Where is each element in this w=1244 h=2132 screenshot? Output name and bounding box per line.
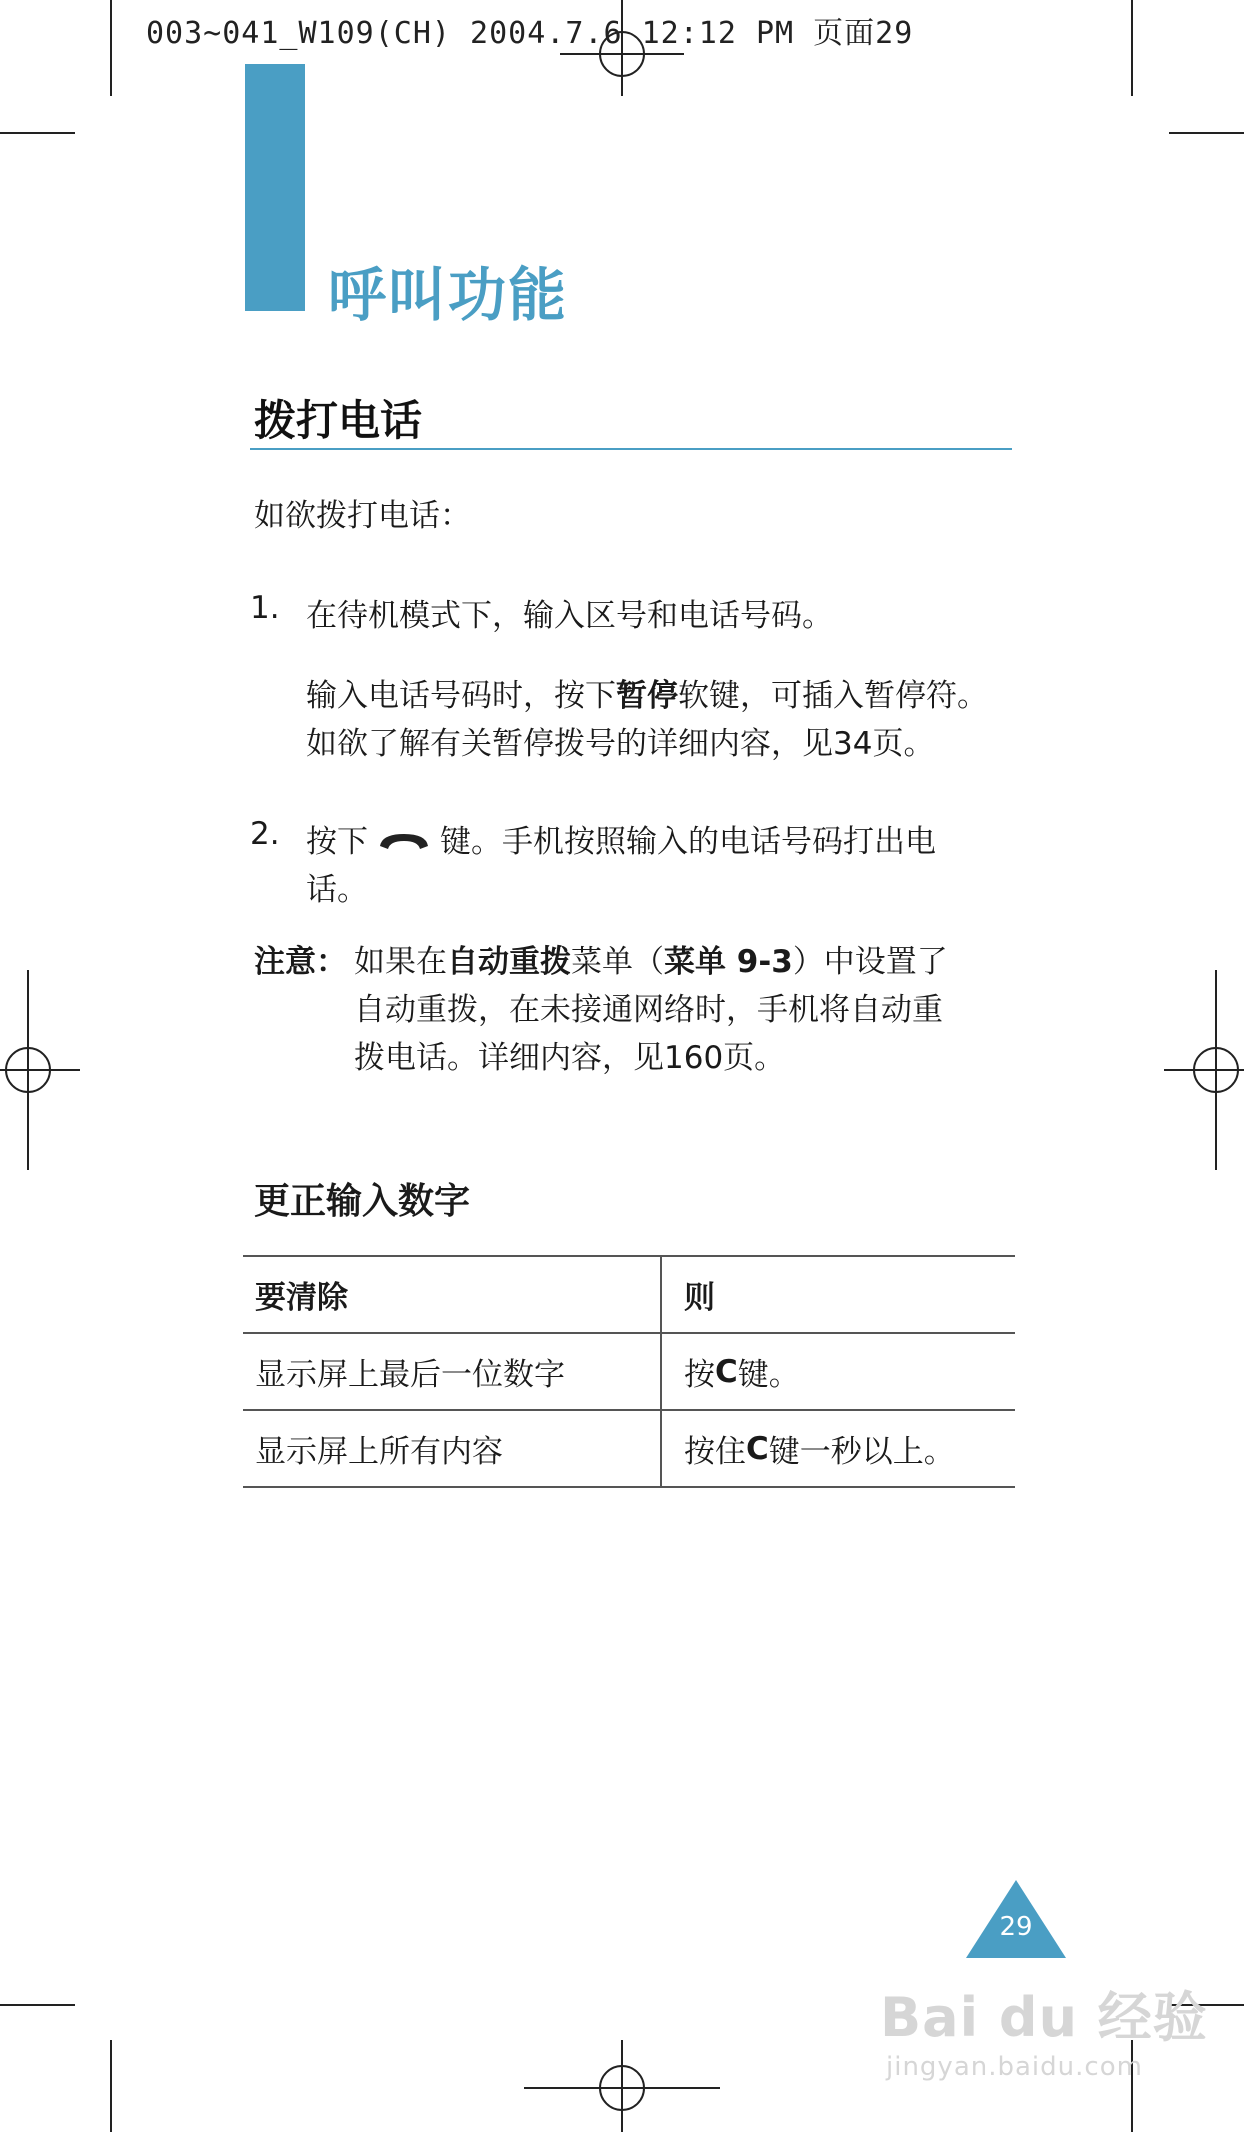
step-1-detail: [306, 670, 988, 715]
note-line-1-post: ）中设置了: [792, 944, 948, 980]
step-2-text-post: 键。手机按照输入的电话号码打出电: [440, 824, 936, 860]
menu-reference: 菜单 9-3: [664, 944, 793, 980]
chapter-accent-bar: [245, 64, 305, 311]
crop-mark-top-right-v: [1131, 0, 1133, 96]
section-title: 拨打电话: [254, 396, 423, 445]
section-divider: [250, 448, 1012, 450]
action-pre: 按住: [684, 1434, 746, 1470]
action-pre: 按: [684, 1357, 715, 1393]
registration-mark-left-icon: [0, 970, 80, 1170]
action-post: 键一秒以上。: [768, 1434, 955, 1470]
table-cell-action: [662, 1334, 800, 1409]
step-2-text-line2: 话。: [306, 872, 368, 908]
crop-mark-bottom-left-h: [0, 2004, 75, 2006]
step-1-text: 在待机模式下，输入区号和电话号码。: [306, 598, 833, 634]
crop-mark-top-left-h: [0, 132, 75, 134]
table-row: [243, 1409, 1015, 1488]
step-2-text: [306, 816, 936, 862]
note-line-2: 自动重拨，在未接通网络时，手机将自动重: [354, 992, 943, 1028]
table-header-col1: 要清除: [243, 1257, 662, 1332]
table-header-col2: 则: [684, 1280, 715, 1316]
page-number: 29: [999, 1912, 1033, 1942]
step-1-number: 1.: [250, 590, 280, 626]
crop-mark-top-right-h: [1169, 132, 1244, 134]
watermark-main: Bai du 经验: [880, 1986, 1208, 2049]
note-line-1-mid: 菜单（: [571, 944, 664, 980]
note-label: 注意：: [254, 944, 347, 980]
note-line-3: 拨电话。详细内容，见160页。: [354, 1040, 786, 1076]
crop-mark-top-left-v: [110, 0, 112, 96]
table-cell-action: [662, 1411, 955, 1486]
subsection-title: 更正输入数字: [254, 1181, 471, 1222]
step-1-detail-post: 软键，可插入暂停符。: [678, 678, 988, 714]
section-intro: 如欲拨打电话：: [254, 498, 471, 534]
note-line-1-pre: 如果在: [354, 944, 447, 980]
table-cell-target: 显示屏上所有内容: [243, 1411, 662, 1486]
print-slug: 003~041_W109(CH) 2004.7.6 12:12 PM 页面29: [146, 16, 914, 51]
baidu-watermark: [880, 1975, 1208, 2082]
table-cell-target: 显示屏上最后一位数字: [243, 1334, 662, 1409]
table-header-row: [243, 1255, 1015, 1332]
step-1-detail-line2: 如欲了解有关暂停拨号的详细内容，见34页。: [306, 726, 935, 762]
watermark-url: jingyan.baidu.com: [886, 2052, 1143, 2082]
registration-mark-right-icon: [1164, 970, 1244, 1170]
c-key-label: C: [746, 1430, 769, 1467]
crop-mark-bottom-left-v: [110, 2040, 112, 2132]
step-2-number: 2.: [250, 816, 280, 852]
action-post: 键。: [737, 1357, 800, 1393]
chapter-title: 呼叫功能: [328, 261, 569, 329]
send-key-icon: [378, 826, 430, 862]
auto-redial-menu-label: 自动重拨: [447, 944, 571, 980]
step-2-text-pre: 按下: [306, 824, 368, 860]
c-key-label: C: [715, 1353, 738, 1390]
note-line-1: [354, 936, 948, 981]
pause-softkey-label: 暂停: [616, 678, 678, 714]
step-1-detail-pre: 输入电话号码时，按下: [306, 678, 616, 714]
registration-mark-bottom-icon: [524, 2040, 720, 2132]
correction-table: [243, 1255, 1015, 1488]
table-row: [243, 1332, 1015, 1409]
